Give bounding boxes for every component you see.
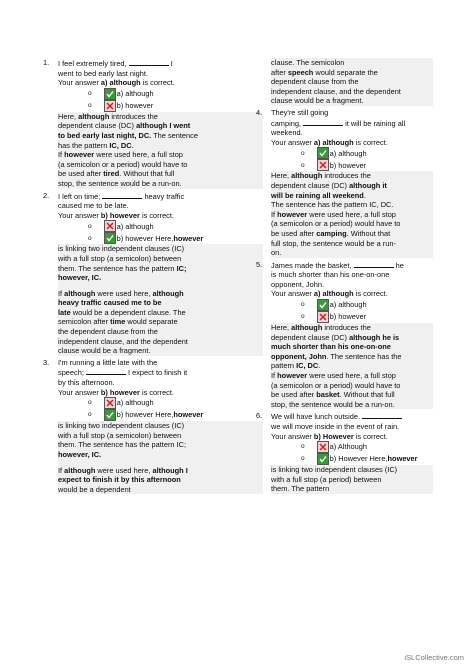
question-3-continued: clause. The semicolon after speech would separate the dependent clause from the independent clause, and the dependent clause would be a fragment. (271, 58, 433, 106)
cross-icon (104, 397, 116, 409)
answer-feedback: Your answer a) although is correct. (271, 289, 388, 299)
explanation: is linking two independent clauses (IC) with a full stop (a semicolon) between them. The sentence has the pattern IC; however, IC. If although were used here, although I expect to finish it by this afternoon would be a dependent (58, 421, 263, 494)
option-b[interactable]: o b) however Here, however (88, 233, 204, 243)
question-1: 1. I feel extremely tired, I went to bed early last night. Your answer a) although is correct. o a) although o b) however Here, although introduces the dependent clause (DC) although I went to bed early last night, DC. The sentence has the pattern IC, DC. If however were used here, a full stop (a semicolon or a period) would have to be used after tired. Without that full stop, the sentence would be a run-on. (58, 58, 263, 189)
question-number: 5. (256, 259, 263, 269)
answer-feedback: Your answer b) however is correct. (58, 210, 174, 220)
answer-feedback: Your answer b) However is correct. (271, 431, 388, 441)
answer-blank (86, 367, 126, 375)
question-5: 5. James made the basket, he is much shorter than his one-on-one opponent, John. Your answer a) although is correct. o a) although o b) however Here, although introduces the dependent clause (DC) although he is much shorter than his one-on-one opponent, John. The sentence has the pattern IC, DC. If however were used here, a full stop (a semicolon or a period) would have to be used after basket. Without that full stop, the sentence would be a run-on. (271, 260, 433, 410)
cross-icon (317, 441, 329, 453)
option-b[interactable]: o b) however (301, 160, 367, 170)
left-column (43, 58, 263, 496)
option-a[interactable]: o a) although (301, 300, 367, 310)
question-4: 4. They're still going camping, it will be raining all weekend. Your answer a) although is correct. o a) although o b) however Here, although introduces the dependent clause (DC) although it will be raining all weekend. The sentence has the pattern IC, DC. If however were used here, a full stop (a semicolon or a period) would have to be used after camping. Without that full stop, the sentence would be a run- on. (271, 108, 433, 258)
question-number: 6. (256, 411, 263, 421)
cross-icon (317, 159, 329, 171)
explanation: is linking two independent clauses (IC) with a full stop (a semicolon) between them. The sentence has the pattern IC; however, IC. If although were used here, although heavy traffic caused me to be late would be a dependent clause. The semicolon after time would separate the dependent clause from the independent clause, and the dependent clause would be a fragment. (58, 244, 263, 356)
answer-blank (354, 260, 394, 268)
explanation: Here, although introduces the dependent clause (DC) although he is much shorter than his one-on-one opponent, John. The sentence has the pattern IC, DC. If however were used here, a full stop (a semicolon or a period) would have to be used after basket. Without that full stop, the sentence would be a run-on. (271, 323, 433, 409)
checkmark-icon (317, 147, 329, 159)
cross-icon (104, 220, 116, 232)
option-a[interactable]: o a) although (301, 148, 367, 158)
checkmark-icon (104, 409, 116, 421)
cross-icon (104, 100, 116, 112)
option-a[interactable]: o a) although (88, 221, 154, 231)
answer-blank (129, 58, 169, 66)
option-a[interactable]: o a) although (88, 398, 154, 408)
explanation: Here, although introduces the dependent clause (DC) although I went to bed early last night, DC. The sentence has the pattern IC, DC. If however were used here, a full stop (a semicolon or a period) would have to be used after tired. Without that full stop, the sentence would be a run-on. (58, 112, 263, 189)
answer-feedback: Your answer b) however is correct. (58, 387, 174, 397)
option-b[interactable]: o b) however (301, 312, 367, 322)
explanation: is linking two independent clauses (IC) with a full stop (a period) between them. The pattern (271, 465, 433, 494)
question-2: 2. I left on time; heavy traffic caused me to be late. Your answer b) however is correct. o a) although o b) however Here, however is linking two independent clauses (IC) with a full stop (a semicolon) between them. The sentence has the pattern IC; however, IC. If although were used here, although heavy traffic caused me to be late would be a dependent clause. The semicolon after time would separate the dependent clause from the independent clause, and the dependent clause would be a fragment. (58, 191, 263, 356)
explanation: Here, although introduces the dependent clause (DC) although it will be raining all weekend. The sentence has the pattern IC, DC. If however were used here, a full stop (a semicolon or a period) would have to be used after camping. Without that full stop, the sentence would be a run- on. (271, 171, 433, 257)
question-number: 1. (43, 58, 50, 67)
answer-feedback: Your answer a) although is correct. (58, 78, 175, 88)
checkmark-icon (317, 299, 329, 311)
site-watermark: iSLCollective.com (404, 653, 464, 662)
question-6: 6. We will have lunch outside. we will move inside in the event of rain. Your answer b) However is correct. o a) Although o b) However Here, however is linking two independent clauses (IC) with a full stop (a period) between them. The pattern (271, 411, 433, 494)
cross-icon (317, 311, 329, 323)
option-a[interactable]: o a) Although (301, 442, 368, 452)
answer-blank (102, 191, 142, 199)
right-column (256, 58, 433, 496)
answer-blank (362, 411, 402, 419)
checkmark-icon (104, 88, 116, 100)
question-number: 4. (256, 107, 263, 117)
question-3: 3. I'm running a little late with the speech; I expect to finish it by this afternoon. Your answer b) however is correct. o a) although o b) however Here, however is linking two independent clauses (IC) with a full stop (a semicolon) between them. The sentence has the pattern IC; however, IC. If although were used here, although I expect to finish it by this afternoon would be a dependent (58, 358, 263, 495)
checkmark-icon (317, 453, 329, 465)
answer-blank (303, 118, 343, 126)
option-b[interactable]: o b) However Here, however (301, 454, 418, 464)
answer-feedback: Your answer a) although is correct. (271, 137, 388, 147)
question-number: 3. (43, 357, 50, 367)
option-b[interactable]: o b) however Here, however (88, 410, 204, 420)
question-number: 2. (43, 190, 50, 200)
option-a[interactable]: o a) although (88, 88, 154, 98)
checkmark-icon (104, 232, 116, 244)
option-b[interactable]: o b) however (88, 100, 154, 110)
